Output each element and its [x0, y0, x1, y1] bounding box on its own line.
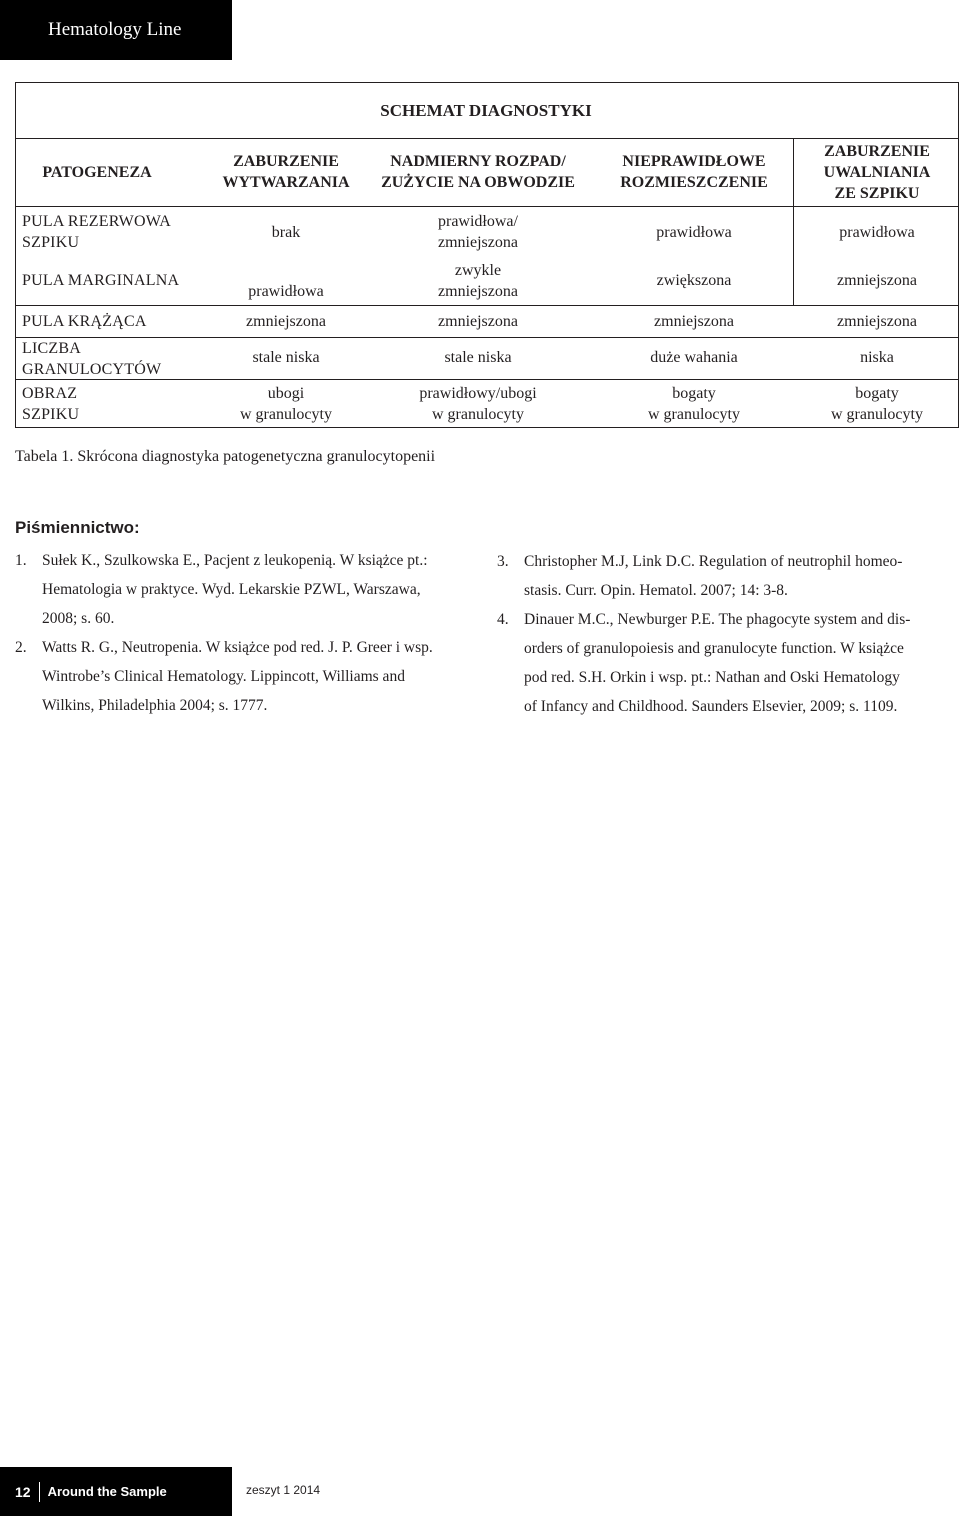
- reference-item: 2. Watts R. G., Neutropenia. W książce pod red. J. P. Greer i wsp. Wintrobe’s Clinical Hematology. Lippincott, Williams and Wilkins, Philadelphia 2004; s. 1777.: [15, 633, 477, 720]
- cell-krazaca-rozmieszczenie: zmniejszona: [654, 313, 734, 330]
- cell-krazaca-wytwarzanie: zmniejszona: [246, 313, 326, 330]
- cell-liczba-wytwarzanie: stale niska: [252, 348, 320, 366]
- reference-item: 1. Sułek K., Szulkowska E., Pacjent z leukopenią. W książce pt.: Hematologia w praktyce. Wyd. Lekarskie PZWL, Warszawa, 2008; s. 60.: [15, 546, 477, 633]
- cell-marginalna-wytwarzanie: prawidłowa: [248, 282, 324, 300]
- col-header-rozpad: NADMIERNY ROZPAD/ ZUŻYCIE NA OBWODZIE: [381, 153, 575, 191]
- reference-item: 3. Christopher M.J, Link D.C. Regulation of neutrophil homeo- stasis. Curr. Opin. Hematol. 2007; 14: 3-8.: [497, 547, 959, 605]
- footer-issue: zeszyt 1 2014: [246, 1483, 321, 1497]
- footer-section-title: Around the Sample: [47, 1484, 167, 1499]
- cell-liczba-rozpad: stale niska: [444, 348, 512, 366]
- footer-divider: [39, 1482, 40, 1502]
- cell-rezerwowa-uwalnianie: prawidłowa: [839, 223, 915, 241]
- cell-rezerwowa-rozpad: prawidłowa/ zmniejszona: [438, 213, 518, 251]
- bibliography-column-right: [497, 547, 959, 721]
- cell-obraz-uwalnianie: bogaty w granulocyty: [831, 385, 923, 423]
- bibliography-column-left: [15, 546, 477, 720]
- row-label-liczba: LICZBA GRANULOCYTÓW: [22, 339, 162, 378]
- cell-obraz-wytwarzanie: ubogi w granulocyty: [240, 385, 332, 423]
- header-banner: [0, 0, 232, 60]
- table-caption: Tabela 1. Skrócona diagnostyka patogenetyczna granulocytopenii: [15, 448, 436, 465]
- cell-liczba-uwalnianie: niska: [860, 348, 894, 366]
- header-title: Hematology Line: [48, 19, 182, 40]
- reference-number: 2.: [15, 639, 27, 656]
- cell-marginalna-rozpad: zwykle zmniejszona: [438, 262, 518, 300]
- cell-liczba-rozmieszczenie: duże wahania: [650, 348, 738, 366]
- row-label-marginalna: PULA MARGINALNA: [22, 271, 180, 289]
- reference-number: 1.: [15, 552, 27, 569]
- cell-marginalna-rozmieszczenie: zwiększona: [656, 271, 732, 289]
- col-header-patogeneza: PATOGENEZA: [42, 163, 152, 181]
- page-number: 12: [15, 1483, 31, 1500]
- row-label-rezerwowa: PULA REZERWOWA SZPIKU: [22, 213, 172, 251]
- row-label-obraz: OBRAZ SZPIKU: [22, 385, 80, 423]
- col-header-uwalnianie: ZABURZENIE UWALNIANIA ZE SZPIKU: [823, 142, 931, 202]
- cell-obraz-rozmieszczenie: bogaty w granulocyty: [648, 385, 740, 423]
- col-header-rozmieszczenie: NIEPRAWIDŁOWE ROZMIESZCZENIE: [620, 153, 768, 191]
- cell-obraz-rozpad: prawidłowy/ubogi w granulocyty: [419, 385, 537, 423]
- cell-marginalna-uwalnianie: zmniejszona: [837, 271, 917, 289]
- cell-rezerwowa-wytwarzanie: brak: [271, 223, 301, 241]
- cell-krazaca-uwalnianie: zmniejszona: [837, 313, 917, 330]
- bibliography-heading: Piśmiennictwo:: [15, 518, 140, 537]
- reference-number: 4.: [497, 611, 509, 628]
- row-label-krazaca: PULA KRĄŻĄCA: [22, 313, 147, 330]
- col-header-wytwarzanie: ZABURZENIE WYTWARZANIA: [222, 153, 350, 191]
- diagnostic-table: [15, 82, 959, 428]
- cell-rezerwowa-rozmieszczenie: prawidłowa: [656, 223, 732, 241]
- table-title: SCHEMAT DIAGNOSTYKI: [380, 101, 592, 120]
- reference-number: 3.: [497, 553, 509, 570]
- footer-bar: [0, 1467, 232, 1516]
- cell-krazaca-rozpad: zmniejszona: [438, 313, 518, 330]
- reference-item: 4. Dinauer M.C., Newburger P.E. The phagocyte system and dis- orders of granulopoiesis and granulocyte function. W książce pod red. S.H. Orkin i wsp. pt.: Nathan and Oski Hematology of Infancy and Childhood. Saunders Elsevier, 2009; s. 1109.: [497, 605, 959, 721]
